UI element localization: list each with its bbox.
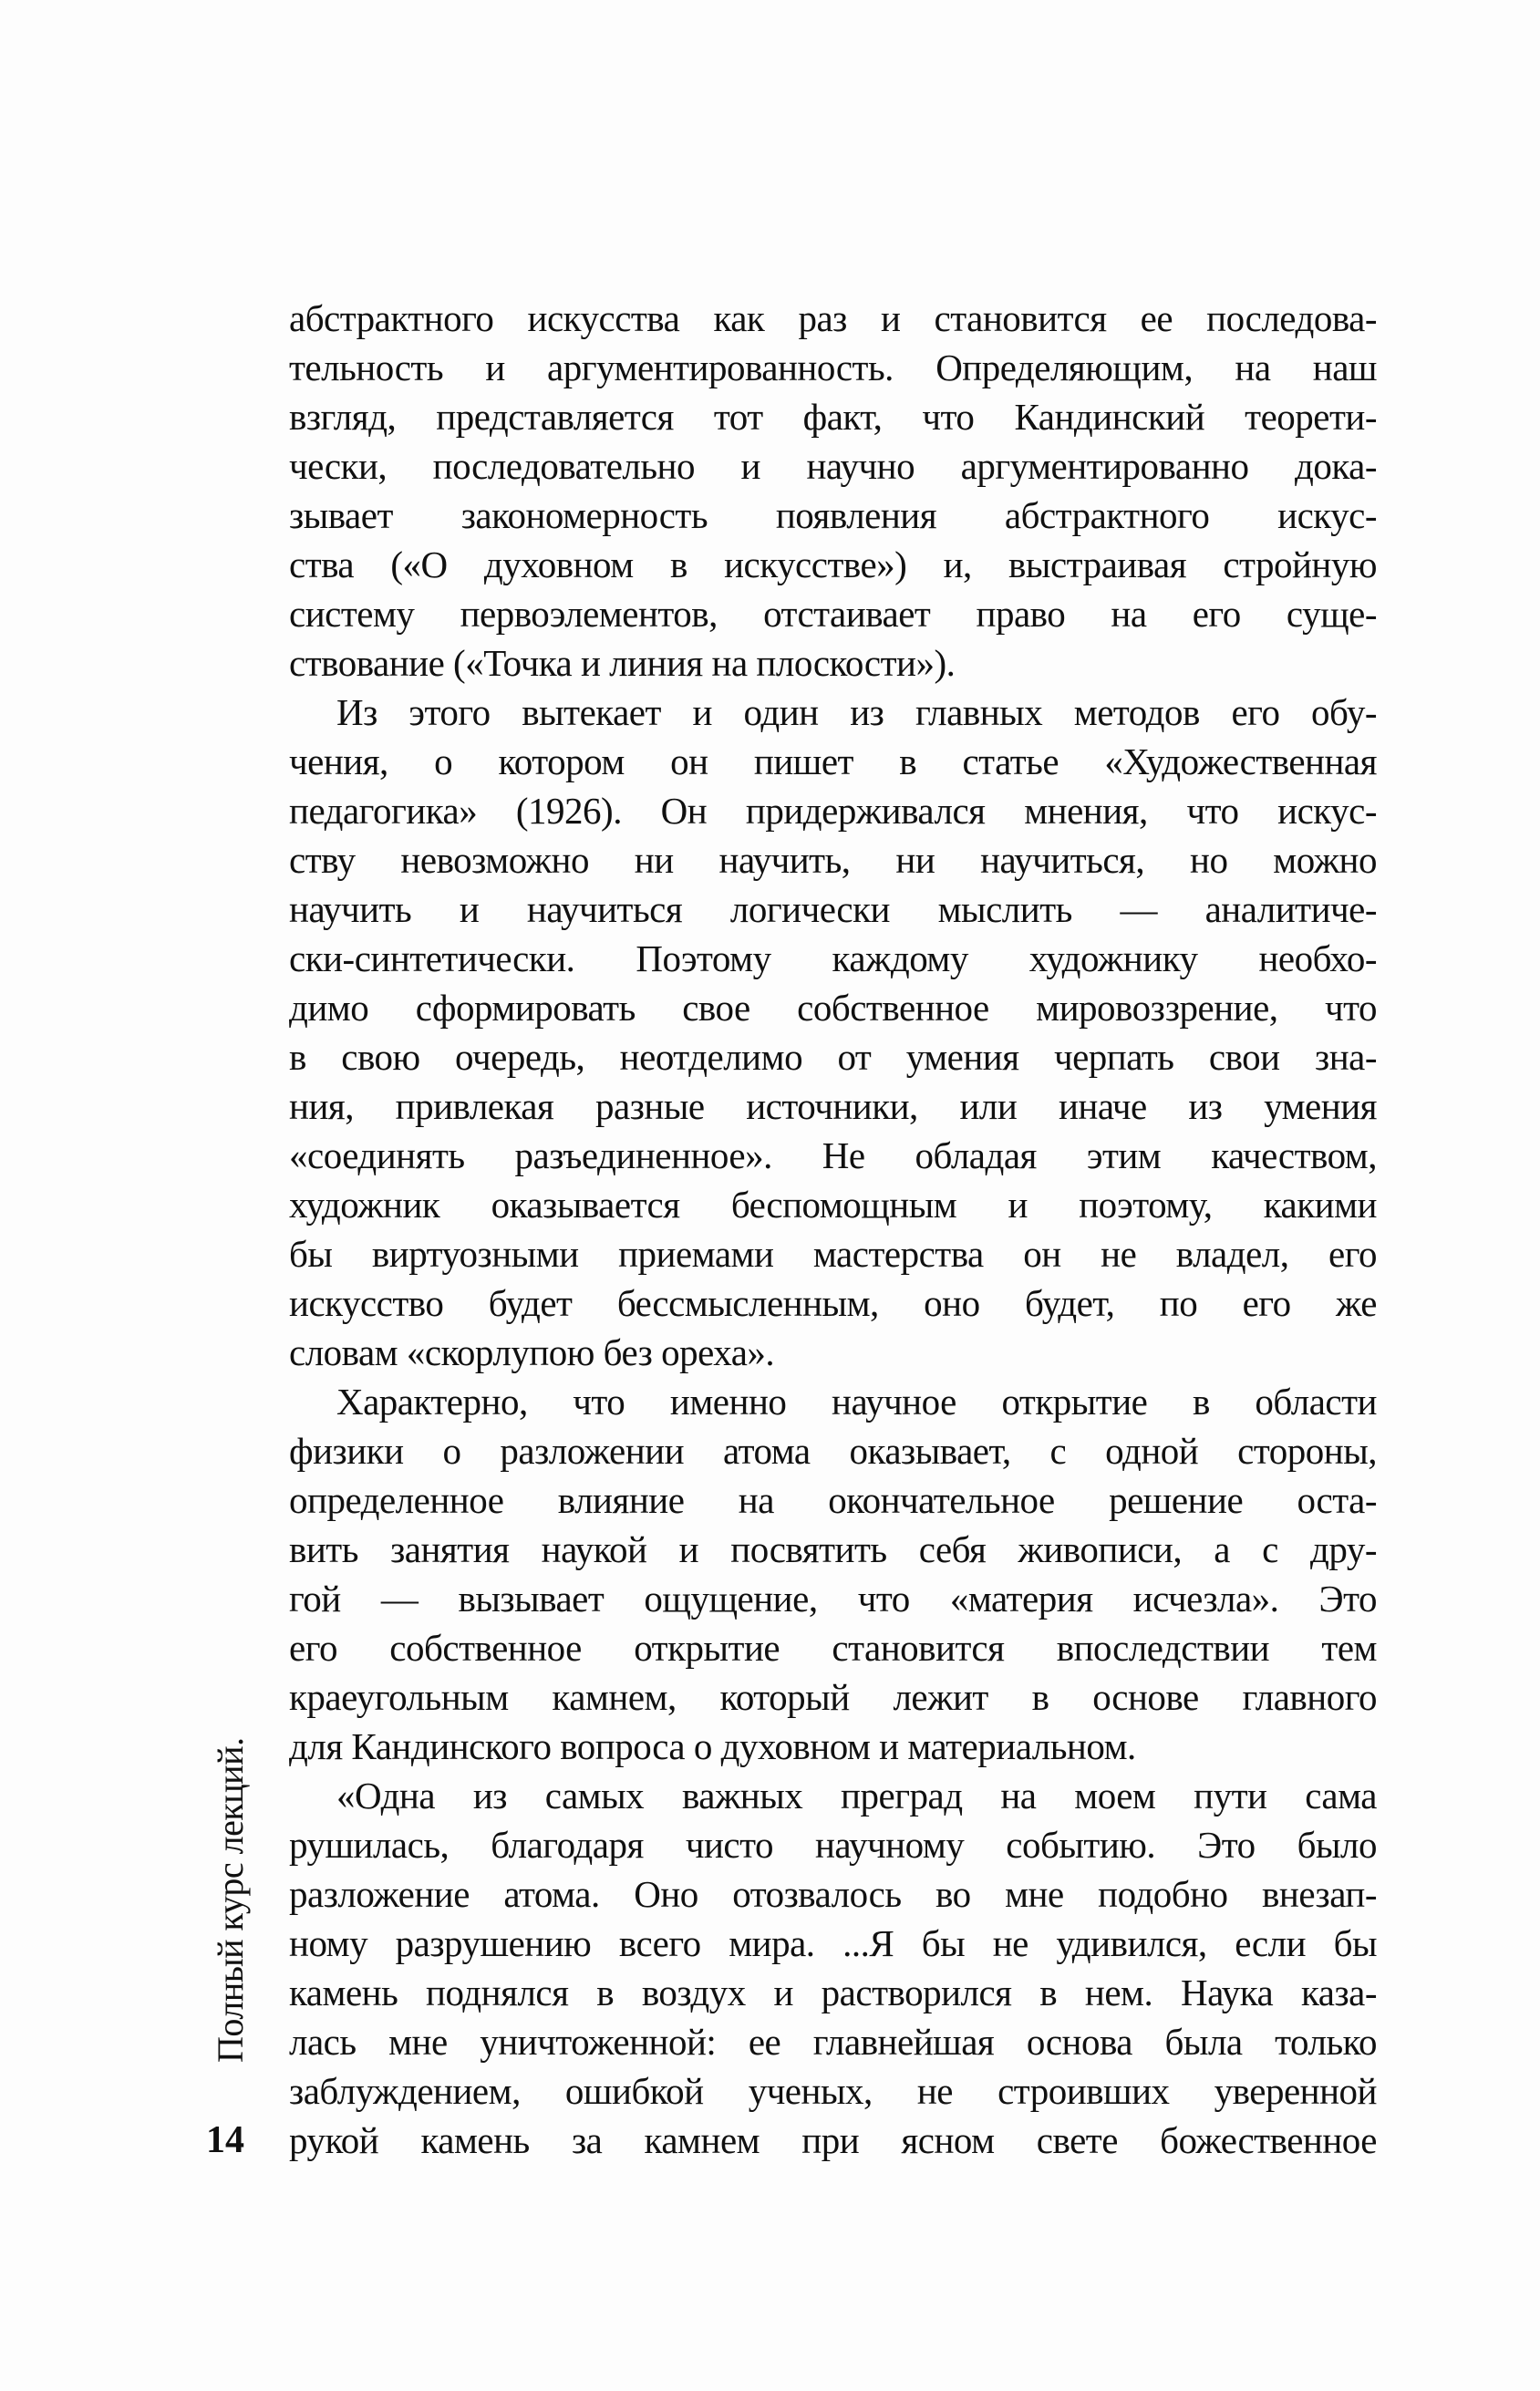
text-line: разложение атома. Оно отозвалось во мне подобно внезап- [289,1873,1377,1915]
text-line: гой — вызывает ощущение, что «материя исчезла». Это [289,1578,1377,1620]
text-line: Из этого вытекает и один из главных методов его обу- [336,691,1377,733]
text-line: в свою очередь, неотделимо от умения черпать свои зна- [289,1036,1377,1078]
text-line: димо сформировать свое собственное мировоззрение, что [289,987,1377,1029]
text-line: для Кандинского вопроса о духовном и материальном. [289,1725,1136,1767]
text-line: «Одна из самых важных преград на моем пути сама [336,1775,1377,1817]
text-line: ному разрушению всего мира. ...Я бы не удивился, если бы [289,1922,1377,1964]
text-line: ствование («Точка и линия на плоскости»). [289,642,956,684]
page-number: 14 [206,2119,244,2161]
text-line: краеугольным камнем, который лежит в основе главного [289,1676,1377,1718]
text-line: бы виртуозными приемами мастерства он не владел, его [289,1233,1377,1275]
text-line: камень поднялся в воздух и растворился в нем. Наука каза- [289,1972,1377,2013]
text-line: чения, о котором он пишет в статье «Художественная [289,740,1377,782]
sidebar-caption: Полный курс лекций. [210,1737,251,2063]
text-line: ски-синтетически. Поэтому каждому художнику необхо- [289,937,1377,979]
text-line: систему первоэлементов, отстаивает право на его суще- [289,593,1377,635]
text-line: рушилась, благодаря чисто научному событию. Это было [289,1824,1377,1866]
text-line: искусство будет бессмысленным, оно будет, по его же [289,1282,1377,1324]
text-line: художник оказывается беспомощным и поэтому, какими [289,1184,1377,1226]
text-line: ния, привлекая разные источники, или иначе из умения [289,1085,1377,1127]
text-line: тельность и аргументированность. Определяющим, на наш [289,347,1377,388]
text-line: ства («О духовном в искусстве») и, выстраивая стройную [289,543,1377,585]
text-line: «соединять разъединенное». Не обладая этим качеством, [289,1134,1377,1176]
text-line: физики о разложении атома оказывает, с одной стороны, [289,1430,1377,1472]
text-line: научить и научиться логически мыслить — аналитиче- [289,888,1377,930]
text-line: заблуждением, ошибкой ученых, не строивших уверенной [289,2070,1377,2112]
text-line: ству невозможно ни научить, ни научиться, но можно [289,839,1377,881]
text-line: педагогика» (1926). Он придерживался мнения, что искус- [289,790,1377,832]
text-line: зывает закономерность появления абстрактного искус- [289,494,1377,536]
text-line: чески, последовательно и научно аргументированно дока- [289,445,1377,487]
text-line: вить занятия наукой и посвятить себя живописи, а с дру- [289,1528,1377,1570]
text-line: абстрактного искусства как раз и становится ее последова- [289,297,1377,339]
text-line: его собственное открытие становится впоследствии тем [289,1627,1377,1669]
text-line: Характерно, что именно научное открытие в области [336,1381,1377,1423]
text-line: лась мне уничтоженной: ее главнейшая основа была только [289,2021,1377,2063]
text-line: определенное влияние на окончательное решение оста- [289,1479,1377,1521]
text-line: рукой камень за камнем при ясном свете божественное [289,2119,1377,2161]
text-line: словам «скорлупою без ореха». [289,1331,775,1373]
text-line: взгляд, представляется тот факт, что Кандинский теорети- [289,396,1377,438]
body-text [289,294,1377,2165]
